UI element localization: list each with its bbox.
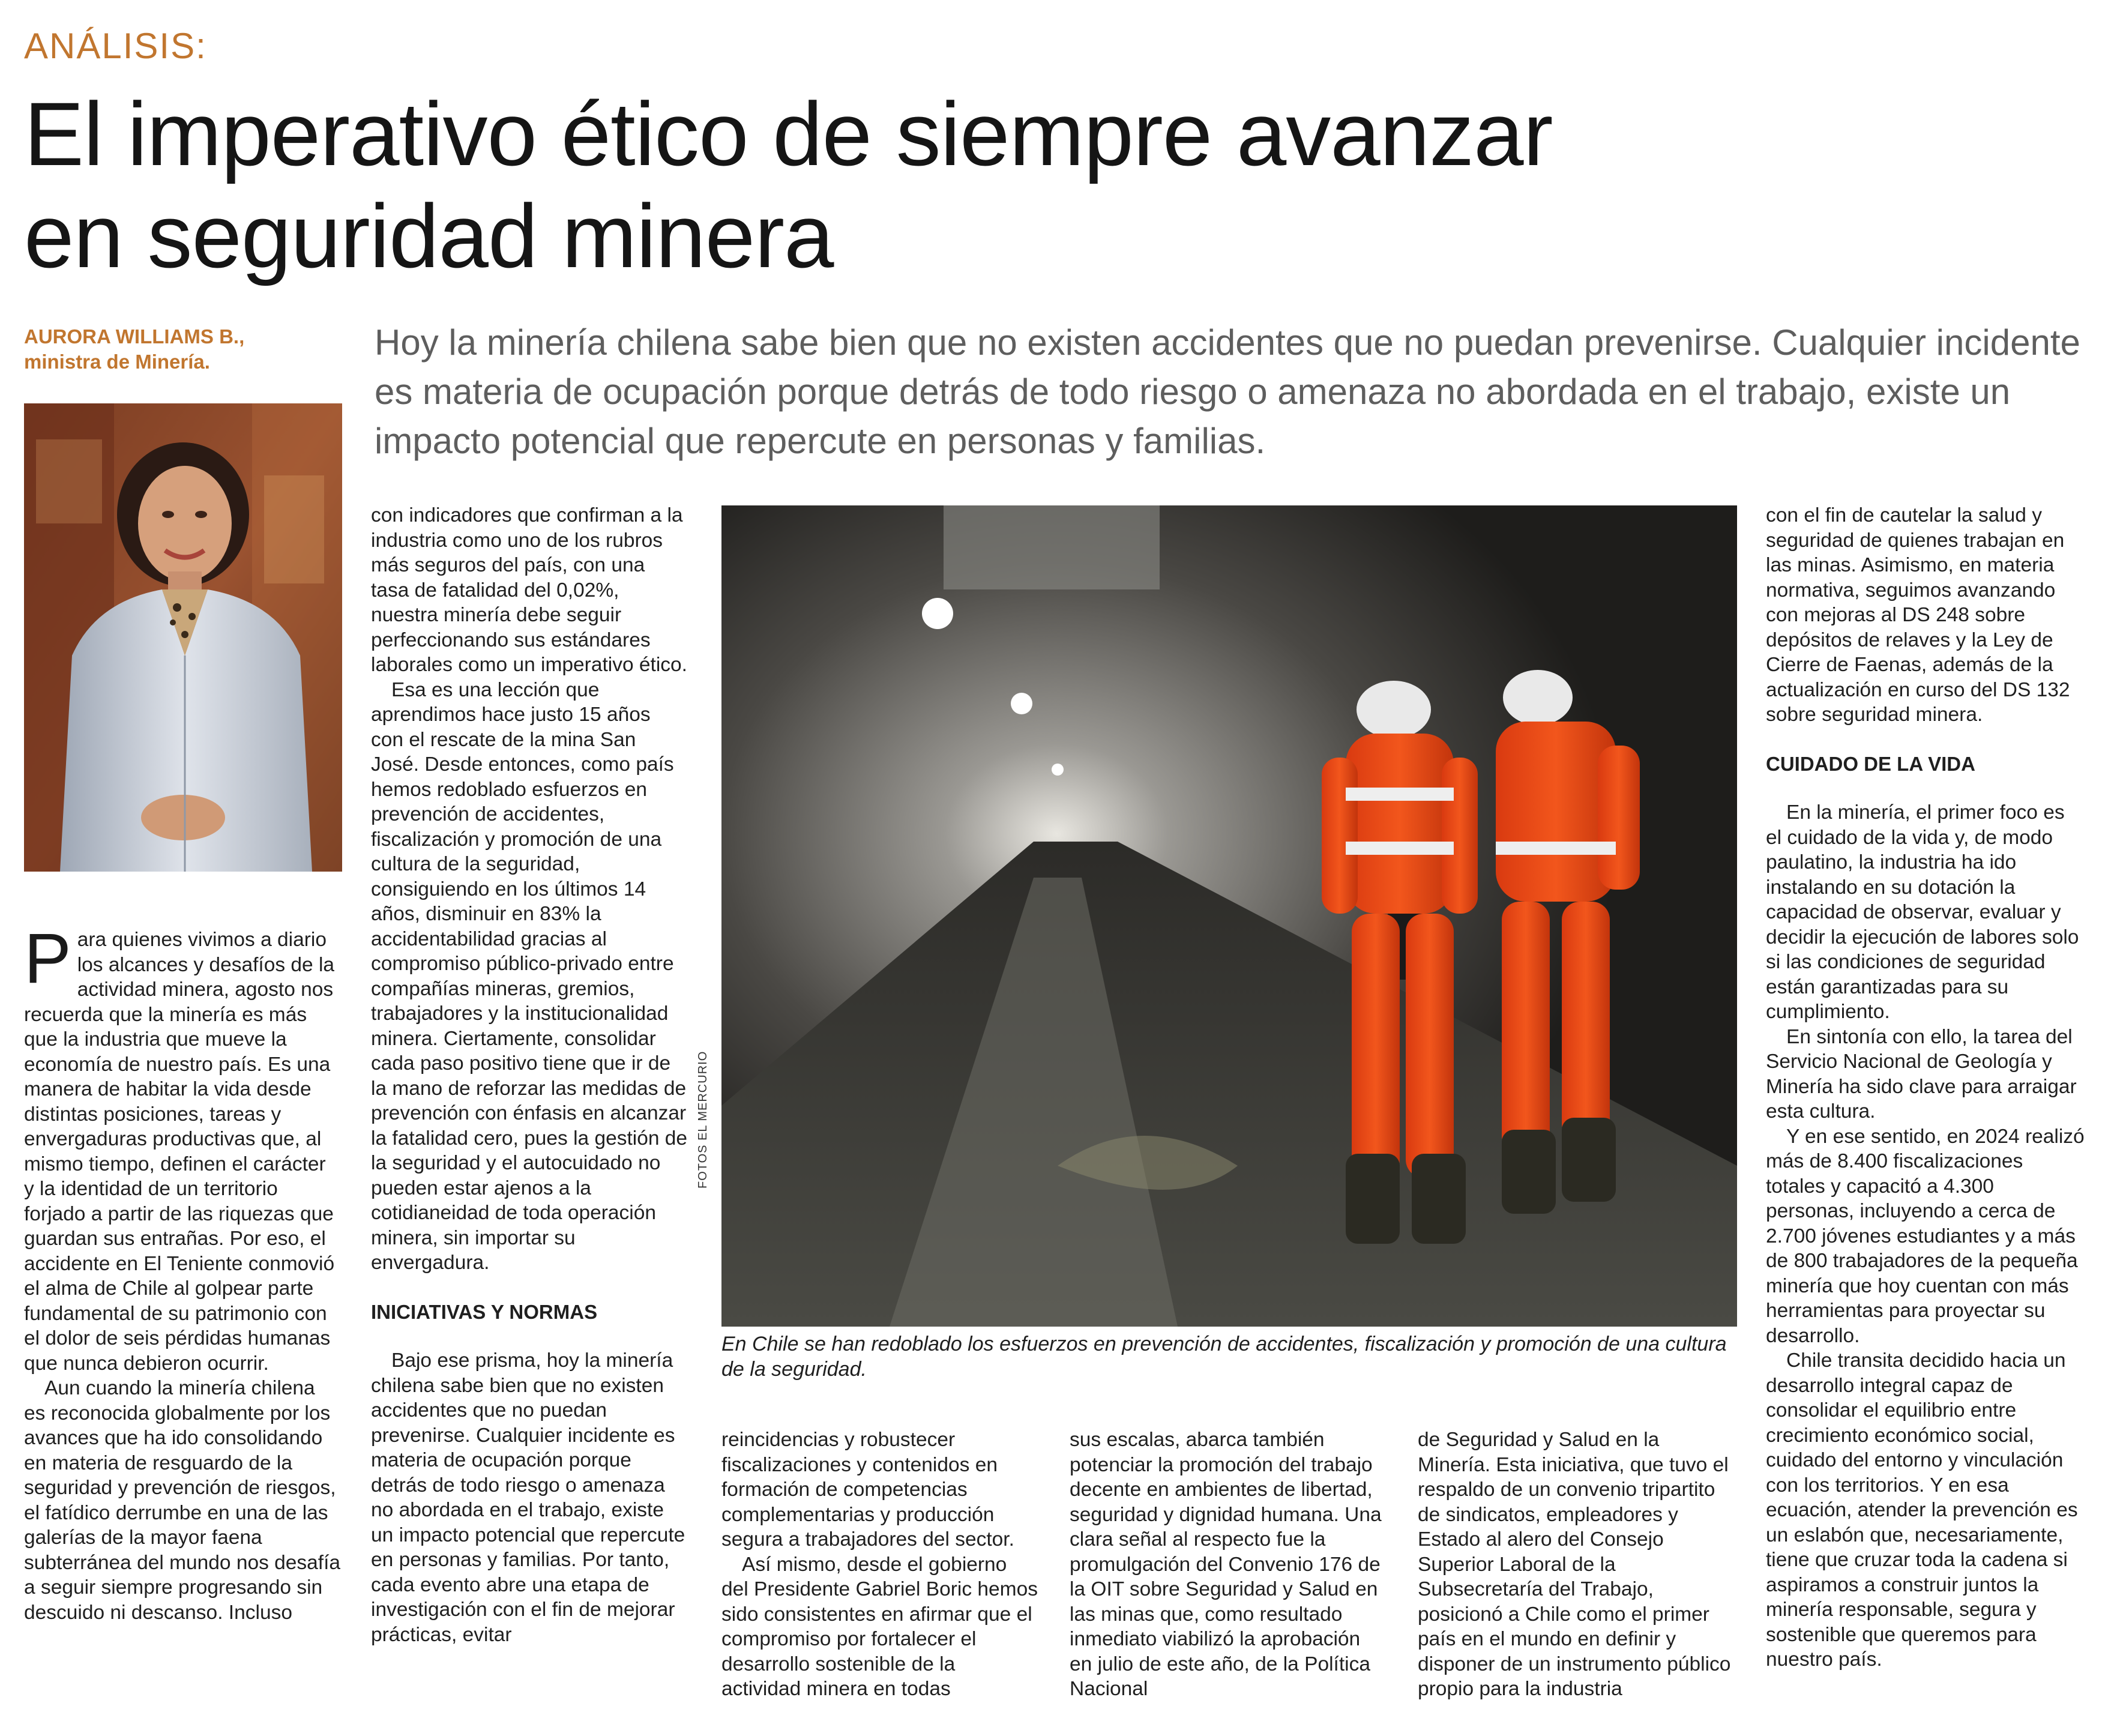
paragraph: Así mismo, desde el gobierno del Presidente Gabriel Boric hemos sido consistentes en afirmar que el compromiso por fortalecer el desarrollo sostenible de la actividad minera en todas: [721, 1553, 1038, 1700]
paragraph: Esa es una lección que aprendimos hace justo 15 años con el rescate de la mina San José. Desde entonces, como país hemos redoblado esfuerzos en prevención de accidentes, fiscalización y promoción de una cultura de la seguridad, consiguiendo en los últimos 14 años, disminuir en 83% la accidentabilidad gracias al compromiso público-privado entre compañías mineras, gremios, trabajadores y la institucionalidad minera. Ciertamente, consolidar cada paso positivo tiene que ir de la mano de reforzar las medidas de prevención con énfasis en alcanzar la fatalidad cero, pues la gestión de la seguridad y el autocuidado no pueden estar ajenos a la cotidianeidad de toda operación minera, sin importar su envergadura.: [371, 678, 688, 1274]
paragraph: Y en ese sentido, en 2024 realizó más de 8.400 fiscalizaciones totales y capacitó a 4.300 personas, incluyendo a cerca de 2.700 jóvenes estudiantes y a más de 800 trabajadores de la pequeña minería que hoy cuentan con más herramientas para proyectar su desarrollo.: [1766, 1125, 2085, 1347]
mine-tunnel-image: [721, 505, 1737, 1327]
body-column-1: [24, 919, 341, 1625]
author-byline: [24, 324, 336, 375]
paragraph: Bajo ese prisma, hoy la minería chilena sabe bien que no existen accidentes que no puedan prevenirse. Cualquier incidente es materia de ocupación porque detrás de todo riesgo o amenaza no abordada en el trabajo, existe un impacto potencial que repercute en personas y familias. Por tanto, cada evento abre una etapa de investigación con el fin de mejorar prácticas, evitar: [371, 1349, 685, 1646]
section-heading: INICIATIVAS Y NORMAS: [371, 1300, 598, 1323]
headline-line-2: en seguridad minera: [24, 185, 834, 286]
paragraph: con indicadores que confirman a la industria como uno de los rubros más seguros del país, con una tasa de fatalidad del 0,02%, nuestra minería debe seguir perfeccionando sus estándares laborales como un imperativo ético.: [371, 504, 687, 676]
paragraph: sus escalas, abarca también potenciar la promoción del trabajo decente en ambientes de libertad, seguridad y dignidad humana. Una clara señal al respecto fue la promulgación del Convenio 176 de la OIT sobre Seguridad y Salud en las minas que, como resultado inmediato viabilizó la aprobación en julio de este año, de la Política Nacional: [1070, 1429, 1382, 1700]
drop-cap: P: [24, 919, 71, 998]
paragraph: Aun cuando la minería chilena es reconocida globalmente por los avances que ha ido consolidando en materia de resguardo de la seguridad y prevención de riesgos, el fatídico derrumbe en una de las galerías de la mayor faena subterránea del mundo nos desafía a seguir siempre progresando sin descuido ni descanso. Incluso: [24, 1377, 341, 1624]
body-column-2: [371, 503, 688, 1647]
photo-caption: En Chile se han redoblado los esfuerzos en prevención de accidentes, fiscalización y promoción de una cultura de la seguridad.: [721, 1333, 1727, 1381]
author-role: ministra de Minería.: [24, 351, 210, 373]
headline: [24, 83, 2065, 287]
paragraph: con el fin de cautelar la salud y seguridad de quienes trabajan en las minas. Asimismo, en materia normativa, seguimos avanzando con mejoras al DS 248 sobre depósitos de relaves y la Ley de Cierre de Faenas, además de la actualización en curso del DS 132 sobre seguridad minera.: [1766, 504, 2070, 726]
portrait-image: [24, 403, 342, 872]
body-column-3: [721, 1427, 1038, 1702]
author-portrait: [24, 403, 342, 872]
paragraph: de Seguridad y Salud en la Minería. Esta iniciativa, que tuvo el respaldo de un convenio tripartito de sindicatos, empleadores y Estado al alero del Consejo Superior Laboral de la Subsecretaría del Trabajo, posicionó a Chile como el primer país en el mundo en definir y disponer de un instrumento público propio para la industria: [1418, 1429, 1731, 1700]
paragraph: En la minería, el primer foco es el cuidado de la vida y, de modo paulatino, la industria ha ido instalando en su dotación la capacidad de observar, evaluar y decidir la ejecución de labores solo si las condiciones de seguridad están garantizadas para su cumplimiento.: [1766, 801, 2079, 1023]
body-column-6: [1766, 503, 2085, 1672]
lead-paragraph: Hoy la minería chilena sabe bien que no existen accidentes que no puedan prevenirse. Cualquier incidente es materia de ocupación porque detrás de todo riesgo o amenaza no abordada en el trabajo, existe un impacto potencial que repercute en personas y familias.: [375, 322, 2080, 461]
paragraph: En sintonía con ello, la tarea del Servicio Nacional de Geología y Minería ha sido clave para arraigar esta cultura.: [1766, 1025, 2077, 1123]
paragraph: reincidencias y robustecer fiscalizaciones y contenidos en formación de competencias complementarias y producción segura a trabajadores del sector.: [721, 1429, 1014, 1551]
body-column-5: [1418, 1427, 1735, 1702]
body-column-4: [1070, 1427, 1387, 1702]
author-name: AURORA WILLIAMS B.,: [24, 325, 245, 348]
section-kicker: ANÁLISIS:: [24, 26, 207, 66]
paragraph: Chile transita decidido hacia un desarrollo integral capaz de consolidar el equilibrio entre crecimiento económico social, cuidado del entorno y vinculación con los territorios. Y en esa ecuación, atender la prevención es un eslabón que, necesariamente, tiene que cruzar toda la cadena si aspiramos a construir juntos la minería responsable, segura y sostenible que queremos para nuestro país.: [1766, 1349, 2078, 1671]
photo-credit: FOTOS EL MERCURIO: [696, 1050, 709, 1189]
paragraph: ara quienes vivimos a diario los alcances y desafíos de la actividad minera, agosto nos recuerda que la minería es más que la industria que mueve la economía de nuestro país. Es una manera de habitar la vida desde distintas posiciones, tareas y envergaduras productivas que, al mismo tiempo, definen el carácter y la identidad de un territorio forjado a partir de las riquezas que guardan sus entrañas. Por eso, el accidente en El Teniente conmovió el alma de Chile al golpear parte fundamental de su patrimonio con el dolor de seis pérdidas humanas que nunca debieron ocurrir.: [24, 929, 335, 1375]
section-heading: CUIDADO DE LA VIDA: [1766, 752, 1975, 775]
headline-line-1: El imperativo ético de siempre avanzar: [24, 83, 1553, 184]
mine-photo: [721, 505, 1737, 1327]
